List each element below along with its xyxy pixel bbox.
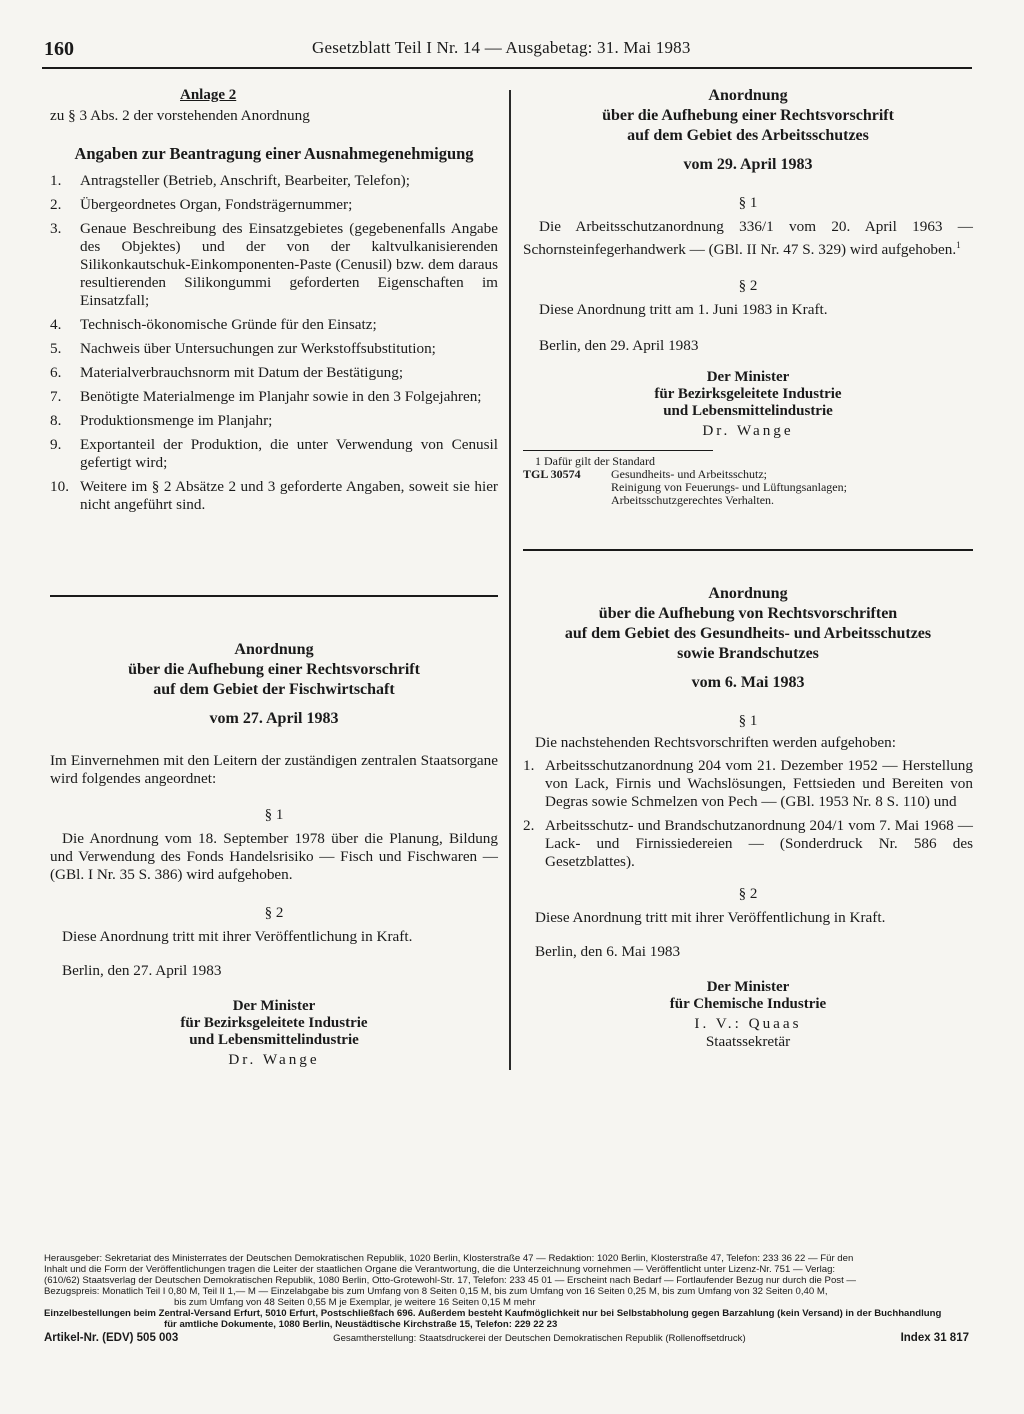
- brand-paragraph-1-sign: § 1: [738, 713, 758, 729]
- list-item: 10. Weitere im § 2 Absätze 2 und 3 geforderte Angaben, soweit sie hier nicht angeführt sind.: [50, 478, 498, 513]
- list-item: 7. Benötigte Materialmenge im Planjahr sowie in den 3 Folgejahren;: [50, 388, 482, 405]
- section-rule: [50, 595, 498, 597]
- fisch-section: [50, 640, 498, 1069]
- list-item: 4. Technisch-ökonomische Gründe für den Einsatz;: [50, 316, 377, 333]
- section-rule: [523, 549, 973, 551]
- fisch-signatory-ministry-2: und Lebensmittelindustrie: [189, 1032, 359, 1048]
- imprint-line: Inhalt und die Form der Veröffentlichungen tragen die Leiter der staatlichen Organe die Verantwortung, die die Unterzeichnung vornehmen — Veröffentlicht unter Lizenz-Nr. 751 — Verlag:: [44, 1264, 836, 1275]
- fisch-title: Anordnung: [234, 641, 314, 658]
- anlage-reference: zu § 3 Abs. 2 der vorstehenden Anordnung: [50, 107, 310, 124]
- brand-section: [523, 584, 973, 1051]
- fisch-date: vom 27. April 1983: [209, 710, 339, 727]
- list-item: 1. Antragsteller (Betrieb, Anschrift, Bearbeiter, Telefon);: [50, 172, 410, 189]
- imprint-line: für amtliche Dokumente, 1080 Berlin, Neustädtische Kirchstraße 15, Telefon: 229 22 23: [164, 1319, 558, 1330]
- fisch-title-line3: auf dem Gebiet der Fischwirtschaft: [153, 681, 395, 698]
- list-item: 6. Materialverbrauchsnorm mit Datum der Bestätigung;: [50, 364, 404, 381]
- header-rule: [42, 67, 972, 69]
- arbeit-place-date: Berlin, den 29. April 1983: [539, 337, 699, 355]
- brand-title-line3: auf dem Gebiet des Gesundheits- und Arbeitsschutzes: [564, 625, 932, 642]
- column-divider: [509, 90, 511, 1070]
- footnote-mark: 1: [956, 240, 961, 250]
- brand-place-date: Berlin, den 6. Mai 1983: [535, 943, 681, 960]
- fisch-paragraph-2-sign: § 2: [264, 905, 284, 921]
- imprint-line: Herausgeber: Sekretariat des Ministerrates der Deutschen Demokratischen Republik, 1020 Berlin, Klosterstraße 47 — Redaktion: 1020 Berlin, Klosterstraße 47, Telefon: 233 36 22 — Für den: [44, 1253, 854, 1264]
- arbeit-title: Anordnung: [708, 87, 788, 104]
- running-title: Gesetzblatt Teil I Nr. 14 — Ausgabetag: 31. Mai 1983: [312, 38, 691, 57]
- anlage-title: Anlage 2: [180, 87, 237, 103]
- arbeit-title-line2: über die Aufhebung einer Rechtsvorschrift: [602, 107, 894, 124]
- fisch-title-line2: über die Aufhebung einer Rechtsvorschrift: [128, 661, 420, 678]
- arbeit-signatory-ministry-2: und Lebensmittelindustrie: [663, 403, 833, 420]
- footnote-intro: 1 Dafür gilt der Standard: [535, 454, 655, 469]
- arbeit-title-line3: auf dem Gebiet des Arbeitsschutzes: [627, 127, 869, 144]
- brand-title-line2: über die Aufhebung von Rechtsvorschriften: [598, 605, 898, 622]
- fisch-paragraph-1-sign: § 1: [264, 807, 284, 823]
- brand-signatory-title: Der Minister: [706, 979, 790, 995]
- list-item: 1. Arbeitsschutzanordnung 204 vom 21. Dezember 1952 — Herstellung von Lack, Firnis und Wachslösungen, Fettsieden und Bereiten von Degras sowie Schmelzen von Pech — (GBl. 1953 Nr. 8 S. 110) und: [523, 757, 973, 810]
- brand-paragraph-2-text: Diese Anordnung tritt mit ihrer Veröffentlichung in Kraft.: [535, 909, 886, 926]
- arbeit-section: [523, 86, 973, 507]
- brand-list: [523, 757, 973, 871]
- fisch-preamble: Im Einvernehmen mit den Leitern der zuständigen zentralen Staatsorgane wird folgendes angeordnet:: [50, 752, 498, 787]
- article-number: Artikel-Nr. (EDV) 505 003: [44, 1332, 179, 1344]
- list-item: 5. Nachweis über Untersuchungen zur Werkstoffsubstitution;: [50, 340, 436, 357]
- brand-signatory-role: Staatssekretär: [705, 1033, 791, 1050]
- imprint: [44, 1253, 969, 1344]
- fisch-paragraph-2-text: Diese Anordnung tritt mit ihrer Veröffentlichung in Kraft.: [62, 928, 413, 945]
- list-item: 9. Exportanteil der Produktion, die unter Verwendung von Cenusil gefertigt wird;: [50, 436, 498, 471]
- footnote-line-2: Reinigung von Feuerungs- und Lüftungsanlagen;: [611, 480, 847, 495]
- brand-title-line4: sowie Brandschutzes: [677, 645, 819, 662]
- brand-paragraph-1-intro: Die nachstehenden Rechtsvorschriften werden aufgehoben:: [535, 734, 896, 751]
- fisch-signatory-ministry: für Bezirksgeleitete Industrie: [180, 1015, 368, 1031]
- arbeit-signatory-name: Dr. Wange: [702, 422, 794, 440]
- fisch-signatory-name: Dr. Wange: [228, 1051, 320, 1068]
- list-item: 2. Übergeordnetes Organ, Fondsträgernummer;: [50, 196, 353, 213]
- arbeit-paragraph-1-text: Die Arbeitsschutzanordnung 336/1 vom 20. April 1963 — Schornsteinfegerhandwerk — (GBl. II Nr. 47 S. 329) wird aufgehoben.$^1$: [523, 218, 973, 259]
- fisch-signatory-title: Der Minister: [232, 998, 316, 1014]
- brand-title: Anordnung: [708, 585, 788, 602]
- fisch-paragraph-1-text: Die Anordnung vom 18. September 1978 über die Planung, Bildung und Verwendung des Fonds Handelsrisiko — Fisch und Fischwaren — (GBl. I Nr. 35 S. 386) wird aufgehoben.: [50, 830, 498, 883]
- list-item: 8. Produktionsmenge im Planjahr;: [50, 412, 273, 429]
- footnote-standard-code: TGL 30574: [523, 467, 581, 482]
- imprint-bottom-row: [44, 1333, 969, 1344]
- arbeit-date: vom 29. April 1983: [683, 156, 813, 173]
- index-number: Index 31 817: [900, 1332, 969, 1344]
- brand-date: vom 6. Mai 1983: [691, 674, 805, 691]
- arbeit-paragraph-2-sign: § 2: [738, 278, 758, 295]
- arbeit-signatory-ministry: für Bezirksgeleitete Industrie: [654, 386, 842, 403]
- imprint-line: Einzelbestellungen beim Zentral-Versand Erfurt, 5010 Erfurt, Postschließfach 696. Außerdem besteht Kaufmöglichkeit nur bei Selbstabholung gegen Barzahlung (kein Versand) in der Buchhandlung: [44, 1308, 942, 1319]
- brand-signatory-ministry: für Chemische Industrie: [669, 996, 827, 1012]
- imprint-line: bis zum Umfang von 48 Seiten 0,55 M je Exemplar, je weitere 16 Seiten 0,15 M mehr: [174, 1297, 536, 1308]
- printer-info: Gesamtherstellung: Staatsdruckerei der Deutschen Demokratischen Republik (Rollenoffsetdruck): [333, 1333, 746, 1344]
- imprint-line: (610/62) Staatsverlag der Deutschen Demokratischen Republik, 1080 Berlin, Otto-Grotewohl-Str. 17, Telefon: 233 45 01 — Erscheint nach Bedarf — Fortlaufender Bezug nur durch die Post —: [44, 1275, 856, 1286]
- brand-paragraph-2-sign: § 2: [738, 886, 758, 902]
- anlage-list: [50, 172, 498, 514]
- footnote-rule: [523, 450, 713, 451]
- anlage-heading: Angaben zur Beantragung einer Ausnahmegenehmigung: [74, 144, 474, 163]
- arbeit-signatory-title: Der Minister: [706, 369, 790, 386]
- list-item: 2. Arbeitsschutz- und Brandschutzanordnung 204/1 vom 7. Mai 1968 — Lack- und Firnissiedereien — (Sonderdruck Nr. 586 des Gesetzblattes).: [523, 817, 973, 870]
- footnote-line-3: Arbeitsschutzgerechtes Verhalten.: [611, 493, 775, 508]
- arbeit-paragraph-1-sign: § 1: [738, 195, 758, 211]
- imprint-line: Bezugspreis: Monatlich Teil I 0,80 M, Teil II 1,— M — Einzelabgabe bis zum Umfang von 8 Seiten 0,15 M, bis zum Umfang von 16 Seiten 0,25 M, bis zum Umfang von 32 Seiten 0,40 M,: [44, 1286, 828, 1297]
- footnote-line-1: Gesundheits- und Arbeitsschutz;: [611, 467, 767, 482]
- anlage-section: [50, 86, 498, 520]
- fisch-place-date: Berlin, den 27. April 1983: [62, 962, 222, 979]
- page-number: 160: [44, 38, 74, 60]
- arbeit-paragraph-2-text: Diese Anordnung tritt am 1. Juni 1983 in Kraft.: [539, 301, 828, 319]
- footnote: [523, 455, 973, 507]
- brand-signatory-name: I. V.: Quaas: [694, 1015, 802, 1032]
- list-item: 3. Genaue Beschreibung des Einsatzgebietes (gegebenenfalls Angabe des Objektes) und der von der kaltvulkanisierenden Silikonkautschuk-Einkomponenten-Paste (Cenusil) bzw. dem daraus resultierenden Silikongummi geforderten Eigenschaften im Einsatzfall;: [50, 220, 498, 309]
